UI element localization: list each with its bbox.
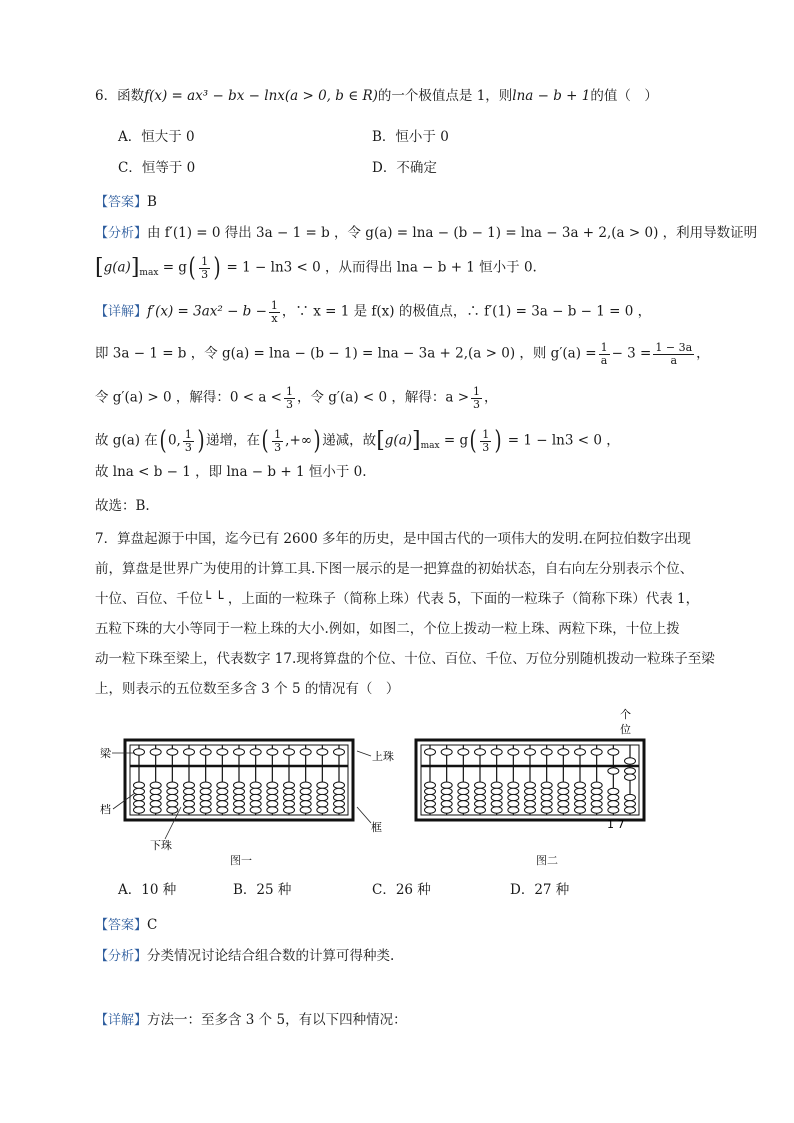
lower-bead — [425, 782, 436, 788]
lower-bead — [300, 788, 311, 794]
lower-bead — [317, 782, 328, 788]
lower-bead — [508, 801, 519, 807]
q7-detail: 【详解】方法一：至多含 3 个 5，有以下四种情况： — [95, 1012, 407, 1028]
lower-bead — [441, 782, 452, 788]
upper-bead — [200, 749, 211, 755]
lower-bead — [317, 807, 328, 813]
lower-bead — [217, 794, 228, 800]
lower-bead — [300, 801, 311, 807]
q7-option-d: D．27 种 — [510, 882, 570, 898]
lower-bead — [300, 782, 311, 788]
upper-bead — [217, 749, 228, 755]
lower-bead — [491, 782, 502, 788]
lower-bead — [167, 788, 178, 794]
lower-bead — [475, 801, 486, 807]
lower-bead — [200, 782, 211, 788]
lower-bead — [167, 794, 178, 800]
lower-bead — [591, 782, 602, 788]
lower-bead — [167, 807, 178, 813]
upper-bead — [134, 749, 145, 755]
lower-bead — [491, 788, 502, 794]
lower-bead — [134, 788, 145, 794]
lower-bead — [284, 801, 295, 807]
lower-bead — [284, 807, 295, 813]
upper-bead — [441, 749, 452, 755]
q6-detail-line6: 故选：B. — [95, 498, 150, 514]
lower-bead — [317, 794, 328, 800]
lower-bead — [234, 807, 245, 813]
lower-bead — [425, 807, 436, 813]
abacus-figure-1 — [95, 735, 395, 865]
lower-bead — [525, 801, 536, 807]
lower-bead — [458, 807, 469, 813]
lower-bead — [200, 807, 211, 813]
upper-bead — [250, 749, 261, 755]
upper-bead — [575, 749, 586, 755]
lower-bead — [591, 794, 602, 800]
lower-bead — [541, 782, 552, 788]
lower-bead — [334, 788, 345, 794]
q6-detail-line2: 即 3a − 1 = b ，令 g(a) = lna − (b − 1) = lna − 3a + 2,(a > 0) ，则 g′(a) = $\frac{1}{a}$ − 3 = $\frac{1 - 3a}{a}$ ， — [95, 341, 710, 367]
upper-bead — [300, 749, 311, 755]
lower-bead — [525, 782, 536, 788]
lower-bead — [150, 782, 161, 788]
lower-bead — [425, 801, 436, 807]
lower-bead — [200, 794, 211, 800]
lower-bead — [591, 807, 602, 813]
lower-bead — [150, 807, 161, 813]
q7-option-b: B．25 种 — [233, 882, 292, 898]
lower-bead — [441, 788, 452, 794]
q6-stem: 6．函数f(x) = ax³ − bx − lnx(a > 0, b ∈ R)的一个极值点是 1，则lna − b + 1的值（ ） — [95, 88, 658, 104]
lower-bead — [608, 807, 619, 813]
lower-bead — [458, 794, 469, 800]
lower-bead — [150, 794, 161, 800]
upper-bead — [508, 749, 519, 755]
lower-bead — [608, 794, 619, 800]
lower-bead — [184, 794, 195, 800]
lower-bead — [608, 768, 619, 774]
lower-bead — [575, 788, 586, 794]
upper-bead — [491, 749, 502, 755]
lower-bead — [425, 794, 436, 800]
lower-bead — [441, 794, 452, 800]
upper-bead — [558, 749, 569, 755]
lower-bead — [491, 807, 502, 813]
lower-bead — [475, 807, 486, 813]
lower-bead — [250, 807, 261, 813]
upper-bead — [317, 749, 328, 755]
q6-analysis-line1: 【分析】由 f′(1) = 0 得出 3a − 1 = b ，令 g(a) = lna − (b − 1) = lna − 3a + 2,(a > 0) ，利用导数证明 — [95, 225, 758, 241]
q6-answer: 【答案】B — [95, 194, 157, 210]
lower-bead — [267, 788, 278, 794]
lower-bead — [591, 788, 602, 794]
lower-bead — [558, 807, 569, 813]
lower-bead — [491, 794, 502, 800]
lower-bead — [134, 807, 145, 813]
upper-bead — [334, 749, 345, 755]
lower-bead — [541, 794, 552, 800]
q6-detail-line1: 【详解】f′(x) = 3ax² − b − $\frac{1}{x}$ ，∵ x = 1 是 f(x) 的极值点，∴ f′(1) = 3a − b − 1 = 0 ， — [95, 299, 652, 325]
lower-bead — [558, 782, 569, 788]
lower-bead — [217, 782, 228, 788]
lower-bead — [541, 801, 552, 807]
q7-option-a: A．10 种 — [118, 882, 177, 898]
lower-bead — [441, 807, 452, 813]
lower-bead — [184, 782, 195, 788]
lower-bead — [134, 801, 145, 807]
lower-bead — [267, 807, 278, 813]
q7-stem-line4: 五粒下珠的大小等同于一粒上珠的大小.例如，如图二，个位上拨动一粒上珠、两粒下珠，十位上拨 — [95, 621, 680, 637]
upper-bead — [150, 749, 161, 755]
lower-bead — [234, 788, 245, 794]
lower-bead — [458, 782, 469, 788]
q7-answer: 【答案】C — [95, 917, 158, 933]
upper-bead — [284, 749, 295, 755]
lower-bead — [184, 801, 195, 807]
lower-bead — [284, 794, 295, 800]
lower-bead — [575, 794, 586, 800]
lower-bead — [334, 801, 345, 807]
label-kuang: 框 — [371, 821, 382, 834]
lower-bead — [458, 788, 469, 794]
lower-bead — [334, 807, 345, 813]
lower-bead — [475, 782, 486, 788]
upper-bead — [541, 749, 552, 755]
lower-bead — [334, 794, 345, 800]
lower-bead — [234, 794, 245, 800]
upper-bead — [425, 749, 436, 755]
lower-bead — [284, 788, 295, 794]
lower-bead — [458, 801, 469, 807]
label-xiazhu: 下珠 — [150, 839, 172, 852]
label-gewei-1: 个 — [620, 708, 631, 721]
lower-bead — [250, 782, 261, 788]
q7-stem-line2: 前，算盘是世界广为使用的计算工具.下图一展示的是一把算盘的初始状态，自右向左分别表示个位、 — [95, 561, 694, 577]
q7-analysis: 【分析】分类情况讨论结合组合数的计算可得种类. — [95, 948, 395, 964]
lower-bead — [558, 788, 569, 794]
lower-bead — [300, 807, 311, 813]
lower-bead — [575, 801, 586, 807]
q7-stem-line3: 十位、百位、千位└ └ ，上面的一粒珠子（简称上珠）代表 5，下面的一粒珠子（简称下珠）代表 1， — [95, 591, 700, 607]
upper-bead — [608, 749, 619, 755]
lower-bead — [575, 782, 586, 788]
lower-bead — [150, 788, 161, 794]
lower-bead — [217, 801, 228, 807]
lower-bead — [267, 801, 278, 807]
lower-bead — [525, 788, 536, 794]
lower-bead — [575, 807, 586, 813]
lower-bead — [625, 768, 636, 774]
fig1-caption: 图一 — [230, 854, 252, 867]
lower-bead — [267, 794, 278, 800]
lower-bead — [317, 788, 328, 794]
lower-bead — [541, 788, 552, 794]
q6-detail-line5: 故 lna < b − 1 ，即 lna − b + 1 恒小于 0. — [95, 464, 367, 480]
q7-option-c: C．26 种 — [372, 882, 431, 898]
lower-bead — [558, 801, 569, 807]
lower-bead — [267, 782, 278, 788]
lower-bead — [234, 782, 245, 788]
lower-bead — [525, 807, 536, 813]
lower-bead — [167, 801, 178, 807]
lower-bead — [317, 801, 328, 807]
lower-bead — [441, 801, 452, 807]
abacus-figure-2 — [412, 706, 672, 841]
lower-bead — [508, 788, 519, 794]
lower-bead — [491, 801, 502, 807]
q7-stem-line1: 7．算盘起源于中国，迄今已有 2600 多年的历史，是中国古代的一项伟大的发明.在阿拉伯数字出现 — [95, 531, 691, 547]
lower-bead — [334, 782, 345, 788]
lower-bead — [475, 794, 486, 800]
lower-bead — [217, 788, 228, 794]
lower-bead — [625, 807, 636, 813]
q6-option-d: D．不确定 — [372, 160, 437, 176]
upper-bead — [458, 749, 469, 755]
label-dang: 档 — [100, 803, 111, 816]
label-shangzhu: 上珠 — [372, 750, 394, 763]
lower-bead — [250, 794, 261, 800]
lower-bead — [508, 782, 519, 788]
q6-detail-line3: 令 g′(a) > 0 ，解得：0 < a < $\frac{1}{3}$ ，令 g′(a) < 0 ，解得：a > $\frac{1}{3}$ ， — [95, 385, 498, 411]
q6-option-c: C．恒等于 0 — [118, 160, 196, 176]
lower-bead — [625, 794, 636, 800]
q6-option-a: A．恒大于 0 — [118, 129, 195, 145]
q6-option-b: B．恒小于 0 — [372, 129, 449, 145]
fig2-caption: 图二 — [536, 854, 558, 867]
lower-bead — [184, 807, 195, 813]
lower-bead — [200, 788, 211, 794]
upper-bead — [234, 749, 245, 755]
lower-bead — [541, 807, 552, 813]
lower-bead — [250, 801, 261, 807]
lower-bead — [184, 788, 195, 794]
lower-bead — [200, 801, 211, 807]
lower-bead — [425, 788, 436, 794]
q7-stem-line6: 上，则表示的五位数至多含 3 个 5 的情况有（ ） — [95, 681, 400, 697]
lower-bead — [150, 801, 161, 807]
lower-bead — [284, 782, 295, 788]
q7-stem-line5: 动一粒下珠至梁上，代表数字 17.现将算盘的个位、十位、百位、千位、万位分别随机拨动一粒珠子至梁 — [95, 651, 715, 667]
upper-bead — [591, 749, 602, 755]
upper-bead — [184, 749, 195, 755]
upper-bead — [267, 749, 278, 755]
q6-analysis-line2: $[g(a)]_{max} = g$( $\frac{1}{3}$ ) = 1 − ln3 < 0 ，从而得出 lna − b + 1 恒小于 0. — [95, 253, 537, 283]
lower-bead — [134, 782, 145, 788]
lower-bead — [525, 794, 536, 800]
lower-bead — [558, 794, 569, 800]
label-seventeen: 1 7 — [607, 818, 625, 831]
lower-bead — [217, 807, 228, 813]
lower-bead — [134, 794, 145, 800]
lower-bead — [167, 782, 178, 788]
label-liang: 梁 — [100, 747, 111, 760]
upper-bead — [625, 758, 636, 764]
upper-bead — [167, 749, 178, 755]
lower-bead — [608, 801, 619, 807]
lower-bead — [508, 794, 519, 800]
upper-bead — [475, 749, 486, 755]
lower-bead — [300, 794, 311, 800]
lower-bead — [475, 788, 486, 794]
lower-bead — [508, 807, 519, 813]
lower-bead — [234, 801, 245, 807]
lower-bead — [625, 774, 636, 780]
lower-bead — [625, 801, 636, 807]
q6-detail-line4: 故 g(a) 在( 0, $\frac{1}{3}$ ) 递增，在( $\frac{1}{3}$ ,+∞) 递减，故$[g(a)]_{max} = g$( $\frac{1}{3}$ ) = 1 − ln3 < 0 ， — [95, 426, 620, 456]
lower-bead — [608, 788, 619, 794]
lower-bead — [591, 801, 602, 807]
lower-bead — [250, 788, 261, 794]
label-gewei-2: 位 — [620, 723, 631, 736]
upper-bead — [525, 749, 536, 755]
